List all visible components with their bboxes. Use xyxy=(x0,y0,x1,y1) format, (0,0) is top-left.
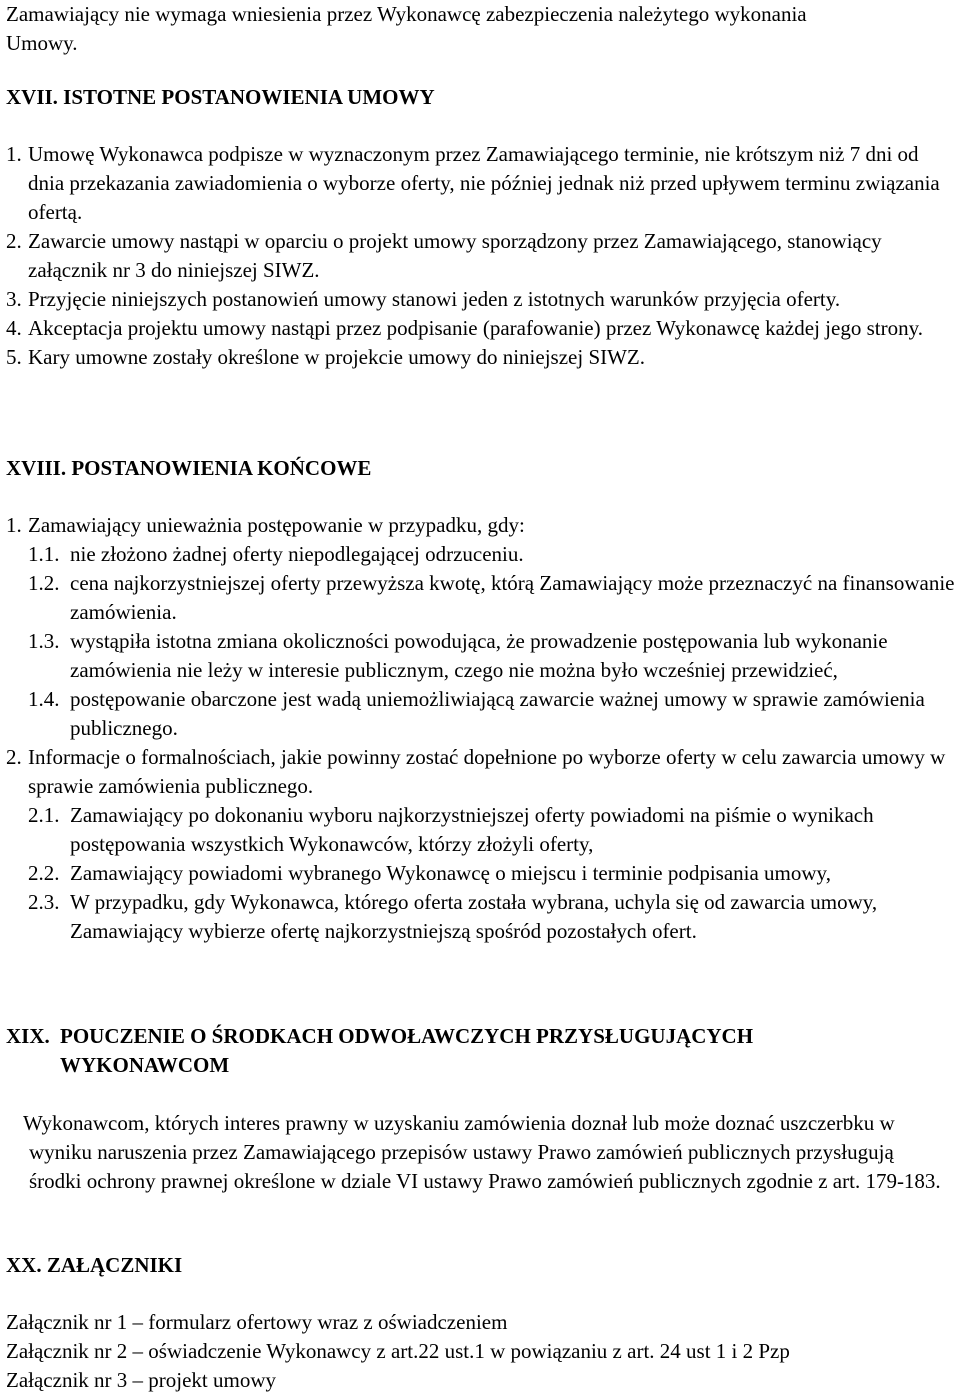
sublist-item xyxy=(28,685,960,743)
section-18-list xyxy=(6,511,960,946)
section-19-title-line-1: POUCZENIE O ŚRODKACH ODWOŁAWCZYCH PRZYSŁUGUJĄCYCH xyxy=(60,1024,754,1048)
sub-text: wystąpiła istotna zmiana okoliczności powodująca, że prowadzenie postępowania lub wykonanie zamówienia nie leży w interesie publicznym, czego nie można było wcześniej przewidzieć, xyxy=(70,629,888,682)
attachment-item: Załącznik nr 1 – formularz ofertowy wraz z oświadczeniem xyxy=(6,1310,508,1334)
attachment-item: Załącznik nr 3 – projekt umowy xyxy=(6,1368,277,1392)
section-17-title: XVII. ISTOTNE POSTANOWIENIA UMOWY xyxy=(6,85,435,109)
section-17-list xyxy=(6,140,956,372)
sub-number: 1.4. xyxy=(28,687,60,711)
item-number: 1. xyxy=(6,513,22,537)
sub-text: cena najkorzystniejszej oferty przewyższa kwotę, którą Zamawiający może przeznaczyć na finansowanie zamówienia. xyxy=(70,571,955,624)
section-19-number: XIX. xyxy=(6,1024,50,1048)
list-item xyxy=(6,511,960,540)
section-20-title: XX. ZAŁĄCZNIKI xyxy=(6,1253,183,1277)
section-18-title: XVIII. POSTANOWIENIA KOŃCOWE xyxy=(6,456,372,480)
sub-number: 1.1. xyxy=(28,542,60,566)
list-item xyxy=(6,140,956,227)
section-19-title-line-2: WYKONAWCOM xyxy=(60,1053,230,1077)
sublist xyxy=(6,801,960,946)
list-item xyxy=(6,743,960,801)
item-text: Przyjęcie niniejszych postanowień umowy stanowi jeden z istotnych warunków przyjęcia oferty. xyxy=(28,287,841,311)
item-text: Kary umowne zostały określone w projekcie umowy do niniejszej SIWZ. xyxy=(28,345,646,369)
intro-line-1: Zamawiający nie wymaga wniesienia przez Wykonawcę zabezpieczenia należytego wykonania xyxy=(6,2,807,26)
sub-text: W przypadku, gdy Wykonawca, którego oferta została wybrana, uchyla się od zawarcia umowy, Zamawiający wybierze ofertę najkorzystniejszą spośród pozostałych ofert. xyxy=(70,890,878,943)
item-number: 5. xyxy=(6,345,22,369)
item-number: 4. xyxy=(6,316,22,340)
item-text: Akceptacja projektu umowy nastąpi przez podpisanie (parafowanie) przez Wykonawcę każdej jego strony. xyxy=(28,316,923,340)
sub-number: 2.1. xyxy=(28,803,60,827)
item-number: 3. xyxy=(6,287,22,311)
sublist-item xyxy=(28,627,960,685)
sublist-item xyxy=(28,540,960,569)
list-item xyxy=(6,227,956,285)
sublist xyxy=(6,540,960,743)
section-19-paragraph: Wykonawcom, których interes prawny w uzyskaniu zamówienia doznał lub może doznać uszczerbku w wyniku naruszenia przez Zamawiającego przepisów ustawy Prawo zamówień publicznych przysługują środki ochrony prawnej określone w dziale VI ustawy Prawo zamówień publicznych zgodnie z art. 179-183. xyxy=(23,1111,941,1193)
item-text: Informacje o formalnościach, jakie powinny zostać dopełnione po wyborze oferty w celu zawarcia umowy w sprawie zamówienia publicznego. xyxy=(28,745,946,798)
item-text: Zawarcie umowy nastąpi w oparciu o projekt umowy sporządzony przez Zamawiającego, stanowiący załącznik nr 3 do niniejszej SIWZ. xyxy=(28,229,882,282)
sublist-item xyxy=(28,569,960,627)
attachments-list xyxy=(6,1308,956,1395)
sub-number: 1.3. xyxy=(28,629,60,653)
sublist-item xyxy=(28,801,960,859)
list-item xyxy=(6,314,956,343)
section-19-title xyxy=(6,1022,956,1080)
sublist-item xyxy=(28,888,960,946)
item-number: 2. xyxy=(6,745,22,769)
intro-paragraph xyxy=(6,0,956,58)
sub-text: Zamawiający po dokonaniu wyboru najkorzystniejszej oferty powiadomi na piśmie o wynikach postępowania wszystkich Wykonawców, którzy złożyli oferty, xyxy=(70,803,874,856)
sub-text: nie złożono żadnej oferty niepodlegającej odrzuceniu. xyxy=(70,542,524,566)
list-item xyxy=(6,285,956,314)
intro-line-2: Umowy. xyxy=(6,31,78,55)
sub-number: 2.2. xyxy=(28,861,60,885)
item-text: Zamawiający unieważnia postępowanie w przypadku, gdy: xyxy=(28,513,525,537)
sub-text: Zamawiający powiadomi wybranego Wykonawcę o miejscu i terminie podpisania umowy, xyxy=(70,861,831,885)
item-number: 2. xyxy=(6,229,22,253)
list-item xyxy=(6,343,956,372)
sub-text: postępowanie obarczone jest wadą uniemożliwiającą zawarcie ważnej umowy w sprawie zamówienia publicznego. xyxy=(70,687,925,740)
attachment-item: Załącznik nr 2 – oświadczenie Wykonawcy z art.22 ust.1 w powiązaniu z art. 24 ust 1 i 2 Pzp xyxy=(6,1339,790,1363)
section-19-title-text xyxy=(60,1022,956,1080)
sub-number: 1.2. xyxy=(28,571,60,595)
item-number: 1. xyxy=(6,142,22,166)
sublist-item xyxy=(28,859,960,888)
sub-number: 2.3. xyxy=(28,890,60,914)
item-text: Umowę Wykonawca podpisze w wyznaczonym przez Zamawiającego terminie, nie krótszym niż 7 dni od dnia przekazania zawiadomienia o wyborze oferty, nie później jednak niż przed upływem terminu związania ofertą. xyxy=(28,142,940,224)
